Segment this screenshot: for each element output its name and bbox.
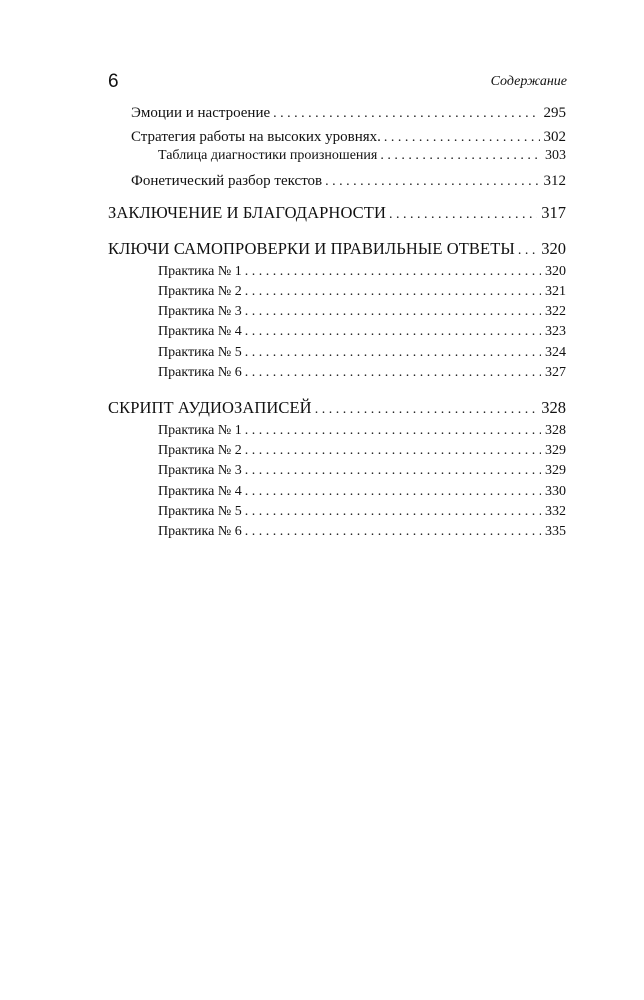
dot-leader xyxy=(245,442,541,460)
toc-entry-title: Практика № 2 xyxy=(158,443,242,458)
toc-entry xyxy=(158,422,566,440)
toc-section-page: 328 xyxy=(541,398,566,417)
toc-entry xyxy=(158,344,566,362)
toc-entry-title: Практика № 6 xyxy=(158,365,242,380)
toc-entry xyxy=(158,283,566,301)
page-number: 6 xyxy=(108,71,119,92)
toc-entry xyxy=(158,364,566,382)
toc-entry-title: Практика № 1 xyxy=(158,264,242,279)
toc-section-page: 317 xyxy=(541,203,566,222)
toc-entry xyxy=(158,263,566,281)
toc-entry-page: 322 xyxy=(545,304,566,319)
toc-entry-title: Практика № 6 xyxy=(158,524,242,539)
toc-entry-title: Практика № 2 xyxy=(158,284,242,299)
toc-entry-page: 295 xyxy=(543,105,566,121)
toc-section-title: ЗАКЛЮЧЕНИЕ И БЛАГОДАРНОСТИ xyxy=(108,203,386,222)
dot-leader xyxy=(245,462,541,480)
toc-entry-page: 328 xyxy=(545,423,566,438)
dot-leader xyxy=(245,364,541,382)
dot-leader xyxy=(273,105,539,123)
toc-entry xyxy=(158,323,566,341)
toc-entry xyxy=(131,104,566,123)
toc-entry-page: 324 xyxy=(545,345,566,360)
dot-leader xyxy=(245,503,541,521)
dot-leader xyxy=(245,483,541,501)
dot-leader xyxy=(389,205,537,225)
dot-leader xyxy=(245,283,541,301)
toc-entry-page: 321 xyxy=(545,284,566,299)
toc-entry-title: Практика № 4 xyxy=(158,324,242,339)
toc-entry-page: 329 xyxy=(545,463,566,478)
toc-entry xyxy=(158,503,566,521)
toc-entry xyxy=(158,147,566,165)
toc-entry-page: 335 xyxy=(545,524,566,539)
dot-leader xyxy=(245,323,541,341)
dot-leader xyxy=(384,129,540,147)
toc-section-title: КЛЮЧИ САМОПРОВЕРКИ И ПРАВИЛЬНЫЕ ОТВЕТЫ xyxy=(108,239,515,258)
toc-entry-title: Практика № 5 xyxy=(158,504,242,519)
toc-entry xyxy=(158,303,566,321)
toc-section xyxy=(108,239,566,261)
toc-entry xyxy=(158,483,566,501)
toc-entry-page: 327 xyxy=(545,365,566,380)
toc-section xyxy=(108,398,566,420)
toc-entry-title: Таблица диагностики произношения xyxy=(158,148,378,163)
toc-entry-page: 320 xyxy=(545,264,566,279)
dot-leader xyxy=(315,400,538,420)
toc-entry-title: Стратегия работы на высоких уровнях. xyxy=(131,129,381,145)
dot-leader xyxy=(380,147,541,165)
toc-entry xyxy=(158,523,566,541)
toc-entry-page: 329 xyxy=(545,443,566,458)
toc-entry xyxy=(158,462,566,480)
toc-section-title: СКРИПТ АУДИОЗАПИСЕЙ xyxy=(108,398,312,417)
toc-entry-page: 302 xyxy=(543,129,566,145)
dot-leader xyxy=(245,303,541,321)
dot-leader xyxy=(245,422,541,440)
toc-entry-title: Фонетический разбор текстов xyxy=(131,173,323,189)
toc-entry-page: 303 xyxy=(545,148,566,163)
toc-entry-title: Практика № 1 xyxy=(158,423,242,438)
running-title: Содержание xyxy=(490,74,567,89)
page-header xyxy=(0,0,644,100)
dot-leader xyxy=(245,523,541,541)
toc-entry-page: 330 xyxy=(545,484,566,499)
toc-entry xyxy=(131,172,566,191)
dot-leader xyxy=(518,241,537,261)
toc-entry-title: Практика № 3 xyxy=(158,463,242,478)
toc-entry-page: 332 xyxy=(545,504,566,519)
toc-entry-page: 312 xyxy=(543,173,566,189)
toc-entry xyxy=(158,442,566,460)
dot-leader xyxy=(245,344,541,362)
dot-leader xyxy=(325,173,539,191)
toc-entry-page: 323 xyxy=(545,324,566,339)
toc-entry-title: Практика № 4 xyxy=(158,484,242,499)
dot-leader xyxy=(245,263,541,281)
toc-section xyxy=(108,203,566,225)
toc-entry-title: Эмоции и настроение xyxy=(131,105,271,121)
toc-entry-title: Практика № 5 xyxy=(158,345,242,360)
toc-entry xyxy=(131,128,566,147)
toc-entry-title: Практика № 3 xyxy=(158,304,242,319)
toc-section-page: 320 xyxy=(541,239,566,258)
